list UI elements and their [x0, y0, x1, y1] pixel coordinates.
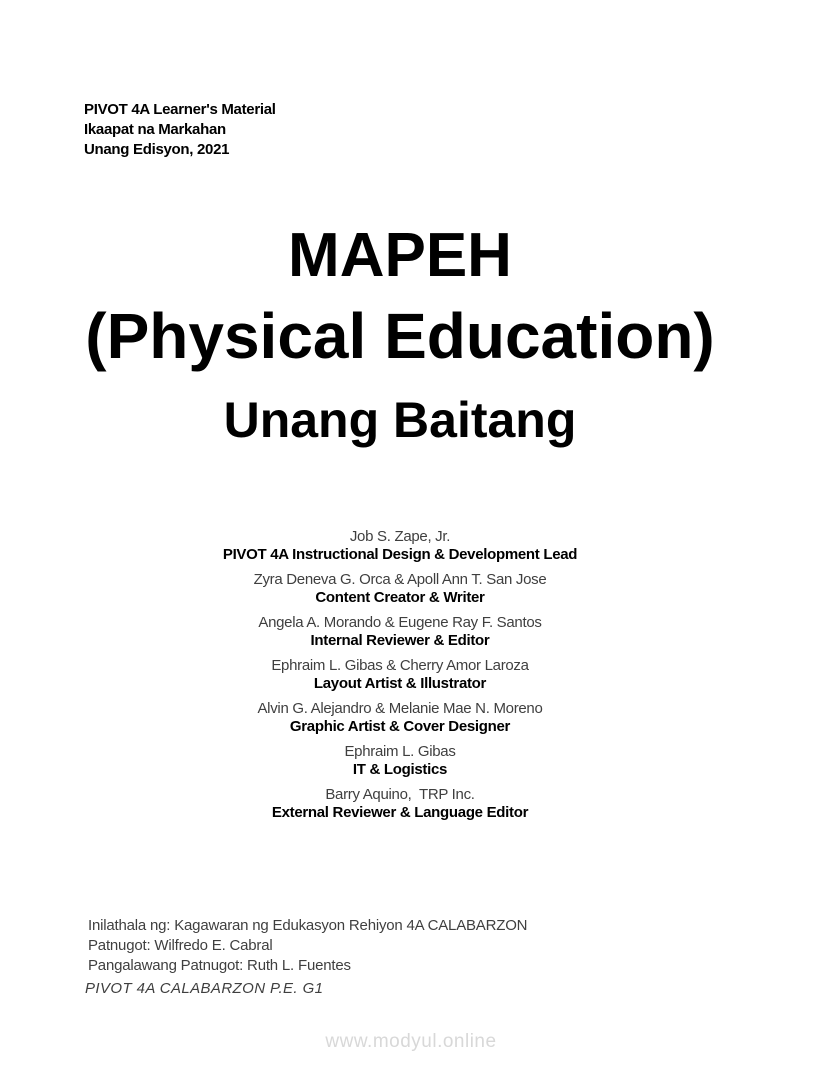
credit-names: Zyra Deneva G. Orca & Apoll Ann T. San Jose — [253, 571, 547, 588]
credit-names: Ephraim L. Gibas — [344, 743, 456, 760]
publisher-block — [88, 916, 527, 976]
credit-role: Layout Artist & Illustrator — [313, 675, 487, 692]
edition-line-year: Unang Edisyon, 2021 — [84, 141, 230, 158]
credit-entry — [0, 657, 800, 693]
credit-names: Ephraim L. Gibas & Cherry Amor Laroza — [271, 657, 529, 674]
edition-line-material: PIVOT 4A Learner's Material — [84, 101, 276, 118]
credit-entry — [0, 614, 800, 650]
book-subtitle: (Physical Education) — [85, 300, 715, 372]
credit-role: Content Creator & Writer — [315, 589, 485, 606]
credit-names: Alvin G. Alejandro & Melanie Mae N. Moreno — [257, 700, 543, 717]
credit-entry — [0, 700, 800, 736]
credit-role: Internal Reviewer & Editor — [310, 632, 490, 649]
editor-line: Patnugot: Wilfredo E. Cabral — [88, 937, 273, 954]
credit-role: Graphic Artist & Cover Designer — [289, 718, 511, 735]
book-title: MAPEH — [288, 221, 512, 290]
credit-role: IT & Logistics — [352, 761, 448, 778]
credit-names: Job S. Zape, Jr. — [349, 528, 451, 545]
grade-level: Unang Baitang — [223, 392, 577, 448]
watermark-url: www.modyul.online — [325, 1031, 497, 1052]
credit-role: External Reviewer & Language Editor — [271, 804, 529, 821]
edition-code: PIVOT 4A CALABARZON P.E. G1 — [85, 980, 324, 997]
credits-list — [0, 528, 800, 829]
credit-entry — [0, 743, 800, 779]
credit-names: Angela A. Morando & Eugene Ray F. Santos — [258, 614, 542, 631]
credit-names: Barry Aquino, TRP Inc. — [325, 786, 475, 803]
assistant-editor-line: Pangalawang Patnugot: Ruth L. Fuentes — [88, 957, 351, 974]
credit-entry — [0, 571, 800, 607]
credit-role: PIVOT 4A Instructional Design & Development Lead — [222, 546, 578, 563]
credit-entry — [0, 528, 800, 564]
publisher-line: Inilathala ng: Kagawaran ng Edukasyon Rehiyon 4A CALABARZON — [88, 917, 528, 934]
edition-block — [84, 100, 276, 160]
credit-entry — [0, 786, 800, 822]
edition-line-quarter: Ikaapat na Markahan — [84, 121, 226, 138]
